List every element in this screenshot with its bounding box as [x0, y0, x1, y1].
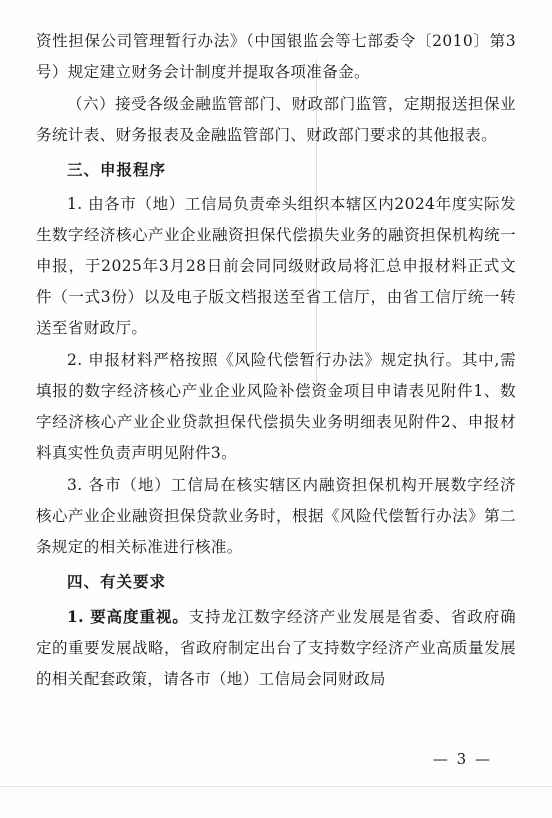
paragraph-continuation: 资性担保公司管理暂行办法》（中国银监会等七部委令〔2010〕第3号）规定建立财务会计制度并提取各项准备金。	[36, 32, 516, 81]
paragraph-item-6: （六）接受各级金融监管部门、财政部门监管，定期报送担保业务统计表、财务报表及金融监管部门、财政部门要求的其他报表。	[36, 95, 516, 144]
paragraph-procedure-3: 3. 各市（地）工信局在核实辖区内融资担保机构开展数字经济核心产业企业融资担保贷款业务时，根据《风险代偿暂行办法》第二条规定的相关标准进行核准。	[36, 476, 516, 556]
section-heading-3: 三、申报程序	[67, 161, 167, 179]
bottom-divider	[0, 786, 552, 787]
paragraph-procedure-1: 1. 由各市（地）工信局负责牵头组织本辖区内2024年度实际发生数字经济核心产业企业融资担保代偿损失业务的融资担保机构统一申报，于2025年3月28日前会同同级财政局将汇总申报材料正式文件（一式3份）以及电子版文档报送至省工信厅，由省工信厅统一转送至省财政厅。	[36, 195, 516, 337]
document-body	[36, 26, 516, 696]
paragraph-requirement-1	[36, 601, 516, 695]
requirement-text: 支持龙江数字经济产业发展是省委、省政府确定的重要发展战略，省政府制定出台了支持数字经济产业高质量发展的相关配套政策，请各市（地）工信局会同财政局	[36, 608, 516, 688]
paragraph-procedure-2: 2. 申报材料严格按照《风险代偿暂行办法》规定执行。其中,需填报的数字经济核心产业企业风险补偿资金项目申请表见附件1、数字经济核心产业企业贷款担保代偿损失业务明细表见附件2、申报材料真实性负责声明见附件3。	[36, 351, 516, 462]
section-heading-4: 四、有关要求	[67, 573, 167, 591]
requirement-lead: 1. 要高度重视。	[67, 607, 189, 626]
page-number: — 3 —	[432, 750, 492, 768]
